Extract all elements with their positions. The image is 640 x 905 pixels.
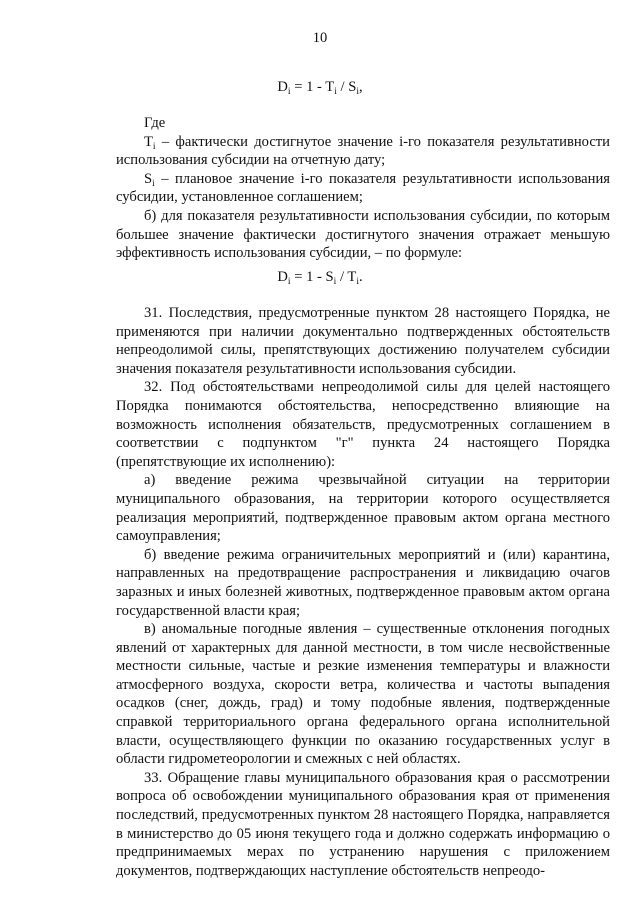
page-number: 10: [312, 30, 328, 46]
formula-sub: i: [356, 87, 359, 97]
paragraph-32-b: б) введение режима ограничительных мероприятий и (или) карантина, направленных на предотвращение распространения и ликвидацию очагов заразных и иных болезней животных, подтвержденное правовым актом органа государственной власти края;: [116, 546, 610, 619]
symbol-s: S: [144, 170, 153, 187]
definition-t-text: – фактически достигнутое значение i-го показателя результативности использования субсидии на отчетную дату;: [116, 133, 610, 169]
formula-sub: i: [334, 87, 337, 97]
formula-di-2: [0, 268, 640, 286]
paragraph-31: 31. Последствия, предусмотренные пунктом 28 настоящего Порядка, не применяются при наличии документально подтвержденных обстоятельств непреодолимой силы, препятствующих достижению получателем субсидии значения показателя результативности использования субсидии.: [116, 305, 610, 377]
formula-tail: .: [358, 269, 363, 285]
paragraph-32-c: в) аномальные погодные явления – существенные отклонения погодных явлений от характерных для данной местности, в том числе несвойственные местности сильные, частые и резкие изменения температуры и влажности атмосферного воздуха, скорости ветра, количества и частоты выпадения осадков (снег, дождь, град) и тому подобные явления, подтвержденные справкой территориального органа федерального органа исполнительной власти, осуществляющего функции по оказанию государственных услуг в области гидрометеорологии и смежных с ней областях.: [116, 621, 610, 768]
definition-s-text: – плановое значение i-го показателя результативности использования субсидии, установленное соглашением;: [116, 170, 610, 206]
symbol-t: T: [144, 133, 153, 150]
definition-t: [116, 133, 610, 170]
formula-part: = 1 - T: [290, 79, 335, 95]
definition-s: [116, 170, 610, 207]
formula-sub: i: [356, 277, 359, 287]
formula-lhs-sub: i: [287, 87, 291, 97]
paragraph-32-a: а) введение режима чрезвычайной ситуации на территории муниципального образования, на территории которого осуществляется реализация мероприятий, подтвержденное правовым актом органа местного самоуправления;: [116, 472, 610, 545]
symbol-s-sub: i: [152, 178, 155, 189]
formula-lhs: D: [277, 79, 288, 95]
paragraph-33: 33. Обращение главы муниципального образования края о рассмотрении вопроса об освобождении муниципального образования края от применения последствий, предусмотренных пунктом 28 настоящего Порядка, направляется в министерство до 05 июня текущего года и должно содержать информацию о предпринимаемых мерах по устранению нарушения с приложением документов, подтверждающих наступление обстоятельств непреодо-: [116, 769, 610, 879]
paragraph-32: 32. Под обстоятельствами непреодолимой силы для целей настоящего Порядка понимаются обстоятельства, непосредственно влияющие на возможность исполнения обязательств, предусмотренных соглашением в соответствии с подпунктом "г" пункта 24 настоящего Порядка (препятствующие их исполнению):: [116, 379, 610, 470]
formula-di-1: [0, 78, 640, 96]
subitem-b: б) для показателя результативности использования субсидии, по которым большее значение фактически достигнутого значения отражает меньшую эффективность использования субсидии, – по формуле:: [116, 207, 610, 262]
formula-tail: ,: [358, 79, 363, 95]
main-text: [116, 304, 610, 880]
formula-part: / S: [336, 79, 357, 95]
formula-lhs-sub: i: [287, 277, 291, 287]
formula-sub: i: [333, 277, 337, 287]
where-label: Где: [144, 115, 166, 131]
symbol-t-sub: i: [152, 141, 156, 152]
formula-part: / T: [336, 269, 357, 285]
formula-part: = 1 - S: [290, 269, 334, 285]
formula-lhs: D: [277, 269, 288, 285]
where-block: [116, 114, 610, 263]
